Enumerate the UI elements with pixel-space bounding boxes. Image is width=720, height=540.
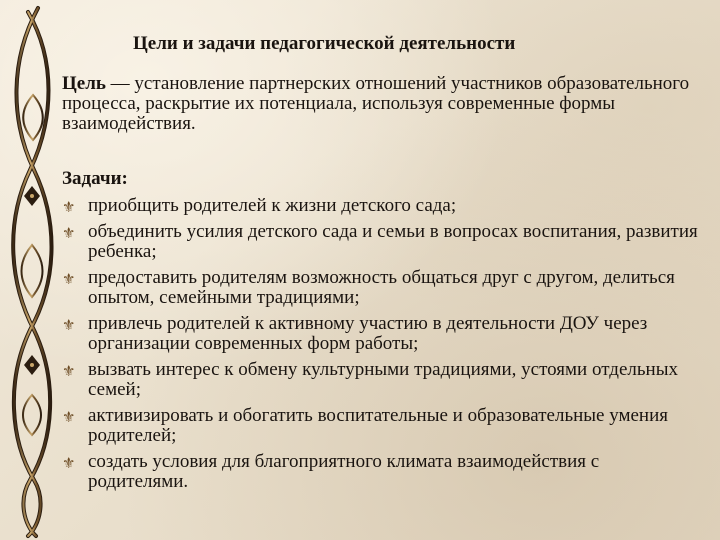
fleur-de-lis-icon: ⚜ (62, 224, 76, 242)
task-text: активизировать и обогатить воспитательные и образовательные умения родителей; (88, 405, 669, 446)
fleur-de-lis-icon: ⚜ (62, 316, 76, 334)
fleur-de-lis-icon: ⚜ (62, 270, 76, 288)
list-item (62, 268, 702, 308)
tasks-heading: Задачи: (62, 168, 128, 189)
task-text: вызвать интерес к обмену культурными традициями, устоями отдельных семей; (88, 359, 678, 400)
task-text: привлечь родителей к активному участию в деятельности ДОУ через организации современных форм работы; (88, 313, 648, 354)
list-item (62, 360, 702, 400)
list-item (62, 314, 702, 354)
list-item (62, 452, 702, 492)
decorative-ornament-border (0, 0, 62, 540)
fleur-de-lis-icon: ⚜ (62, 408, 76, 426)
goal-paragraph (62, 74, 692, 134)
task-text: предоставить родителям возможность общаться друг с другом, делиться опытом, семейными традициями; (88, 267, 675, 308)
slide-title: Цели и задачи педагогической деятельности (133, 33, 516, 54)
list-item (62, 222, 702, 262)
task-list (62, 196, 702, 498)
fleur-de-lis-icon: ⚜ (62, 454, 76, 472)
task-text: приобщить родителей к жизни детского сада; (88, 195, 457, 216)
task-text: создать условия для благоприятного климата взаимодействия с родителями. (88, 451, 600, 492)
list-item (62, 196, 702, 216)
goal-text: — установление партнерских отношений участников образовательного процесса, раскрытие их потенциала, используя современные формы взаимодействия. (62, 73, 690, 134)
task-text: объединить усилия детского сада и семьи в вопросах воспитания, развития ребенка; (88, 221, 698, 262)
fleur-de-lis-icon: ⚜ (62, 362, 76, 380)
fleur-de-lis-icon: ⚜ (62, 198, 76, 216)
goal-term: Цель (62, 73, 106, 94)
list-item (62, 406, 702, 446)
